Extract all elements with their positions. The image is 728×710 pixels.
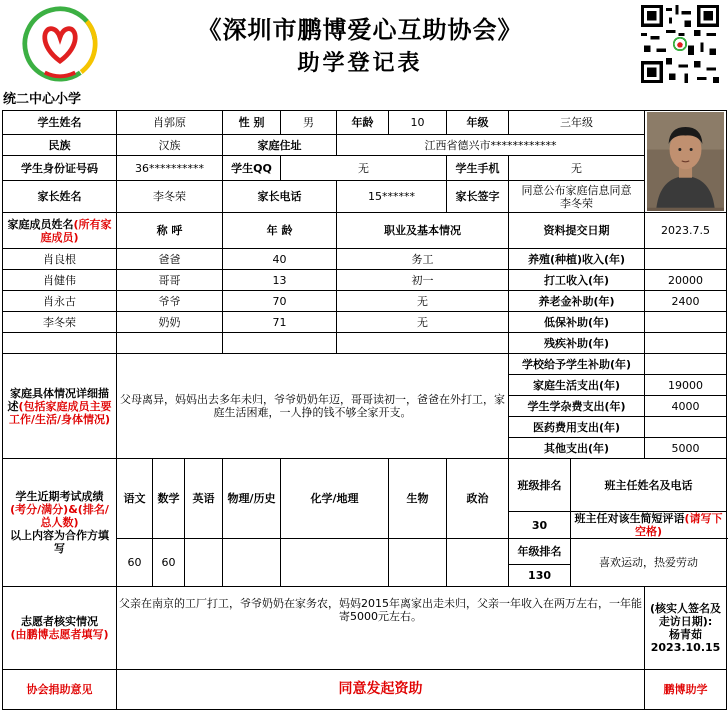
subject-physics-history: 物理/历史: [223, 459, 281, 539]
qr-code-icon: [640, 5, 720, 83]
member-name: 肖永古: [3, 291, 117, 312]
registration-form-table: [2, 110, 727, 710]
family-row: [3, 270, 727, 291]
grade-value: 三年级: [509, 111, 645, 135]
qq-label: 学生QQ: [223, 156, 281, 181]
member-title: 爷爷: [117, 291, 223, 312]
family-member-header-text: 家庭成员姓名: [7, 217, 74, 231]
score-physics-history: [223, 539, 281, 587]
subject-politics: 政治: [447, 459, 509, 539]
volunteer-label-note: (由鹏博志愿者填写): [10, 628, 109, 641]
finance-value: [645, 333, 727, 354]
subject-chemistry-geography: 化学/地理: [281, 459, 389, 539]
finance-label: 家庭生活支出(年): [509, 375, 645, 396]
consent-name: 李冬荣: [560, 196, 594, 210]
phone-label: 学生手机: [447, 156, 509, 181]
id-label: 学生身份证号码: [3, 156, 117, 181]
family-age-header: 年 龄: [223, 213, 337, 249]
verify-date: 2023.10.15: [650, 641, 721, 654]
member-title: 奶奶: [117, 312, 223, 333]
finance-label: 养老金补助(年): [509, 291, 645, 312]
score-politics: [447, 539, 509, 587]
finance-label: 低保补助(年): [509, 312, 645, 333]
member-job: 务工: [337, 249, 509, 270]
subject-english: 英语: [185, 459, 223, 539]
finance-value: 20000: [645, 270, 727, 291]
situation-row: [3, 354, 727, 375]
comment-label-text: 班主任对该生简短评语: [574, 512, 685, 525]
family-header-row: [3, 213, 727, 249]
opinion-value: 同意发起资助: [117, 670, 645, 710]
address-value: 江西省德兴市************: [337, 135, 645, 156]
scores-label-note: (考分/满分)&(排名/总人数): [10, 503, 109, 529]
phone-value: 无: [509, 156, 645, 181]
finance-label: 学生学杂费支出(年): [509, 396, 645, 417]
family-row-empty: [3, 333, 727, 354]
form-header: [0, 0, 728, 90]
ethnicity-value: 汉族: [117, 135, 223, 156]
student-row-4: [3, 181, 727, 213]
member-name-empty: [3, 333, 117, 354]
opinion-label: 协会捐助意见: [3, 670, 117, 710]
consent-text: 同意公布家庭信息同意: [521, 183, 632, 197]
comment-label-note: (请写下空格): [635, 512, 723, 538]
family-job-header: 职业及基本情况: [337, 213, 509, 249]
family-title-header: 称 呼: [117, 213, 223, 249]
finance-value: [645, 354, 727, 375]
member-job: 无: [337, 291, 509, 312]
org-name: 鹏博助学: [645, 670, 727, 710]
association-logo-icon: [22, 6, 98, 82]
subject-biology: 生物: [389, 459, 447, 539]
finance-label: 养殖(种植)收入(年): [509, 249, 645, 270]
finance-value: 19000: [645, 375, 727, 396]
verifier-label: (核实人签名及走访日期):: [650, 602, 722, 628]
member-title-empty: [117, 333, 223, 354]
volunteer-row: [3, 587, 727, 670]
address-label: 家庭住址: [223, 135, 337, 156]
grade-rank-value: 130: [509, 565, 571, 587]
verifier-name: 杨青茹: [669, 628, 703, 641]
id-value: 36**********: [117, 156, 223, 181]
student-row-2: [3, 135, 727, 156]
class-rank-value: 30: [509, 512, 571, 539]
ethnicity-label: 民族: [3, 135, 117, 156]
subject-math: 数学: [153, 459, 185, 539]
parent-phone-label: 家长电话: [223, 181, 337, 213]
student-name: 肖郭原: [117, 111, 223, 135]
member-age: 40: [223, 249, 337, 270]
member-name: 肖健伟: [3, 270, 117, 291]
age-label: 年龄: [337, 111, 389, 135]
parent-value: 李冬荣: [117, 181, 223, 213]
gender-label: 性 别: [223, 111, 281, 135]
finance-label: 学校给予学生补助(年): [509, 354, 645, 375]
member-job: 初一: [337, 270, 509, 291]
teacher-comment: 喜欢运动，热爱劳动: [571, 539, 727, 587]
member-age: 13: [223, 270, 337, 291]
scores-label-partner: 以上内容为合作方填写: [10, 529, 109, 555]
scores-label: [3, 459, 117, 587]
finance-value: [645, 417, 727, 438]
score-chinese: 60: [117, 539, 153, 587]
member-age: 71: [223, 312, 337, 333]
finance-value: [645, 249, 727, 270]
score-chemistry-geography: [281, 539, 389, 587]
member-title: 爸爸: [117, 249, 223, 270]
situation-label-text: 家庭具体情况详细描述: [7, 386, 109, 413]
grade-label: 年级: [447, 111, 509, 135]
finance-label: 医药费用支出(年): [509, 417, 645, 438]
student-name-label: 学生姓名: [3, 111, 117, 135]
volunteer-label: [3, 587, 117, 670]
subject-chinese: 语文: [117, 459, 153, 539]
member-name: 李冬荣: [3, 312, 117, 333]
family-row: [3, 249, 727, 270]
finance-label: 其他支出(年): [509, 438, 645, 459]
family-row: [3, 291, 727, 312]
student-row-3: [3, 156, 727, 181]
student-photo-image: [647, 112, 724, 211]
finance-label: 残疾补助(年): [509, 333, 645, 354]
score-biology: [389, 539, 447, 587]
family-member-header-note: (所有家庭成员): [40, 217, 112, 244]
comment-label: [571, 512, 727, 539]
parent-phone-value: 15******: [337, 181, 447, 213]
form-subtitle: 助学登记表: [297, 50, 423, 76]
member-age: 70: [223, 291, 337, 312]
finance-value: [645, 312, 727, 333]
member-name: 肖良根: [3, 249, 117, 270]
gender-value: 男: [281, 111, 337, 135]
member-job: 无: [337, 312, 509, 333]
finance-value: 4000: [645, 396, 727, 417]
class-rank-label: 班级排名: [509, 459, 571, 512]
member-title: 哥哥: [117, 270, 223, 291]
situation-label: [3, 354, 117, 459]
student-photo: [645, 111, 727, 213]
member-job-empty: [337, 333, 509, 354]
school-name: 统二中心小学: [3, 92, 82, 107]
volunteer-label-text: 志愿者核实情况: [21, 615, 98, 628]
family-row: [3, 312, 727, 333]
finance-label: 打工收入(年): [509, 270, 645, 291]
score-math: 60: [153, 539, 185, 587]
parent-label: 家长姓名: [3, 181, 117, 213]
grade-rank-label: 年级排名: [509, 539, 571, 565]
family-member-header: [3, 213, 117, 249]
teacher-label: 班主任姓名及电话: [571, 459, 727, 512]
qq-value: 无: [281, 156, 447, 181]
situation-text: 父母离异，妈妈出去多年未归，爷爷奶奶年迈，哥哥读初一，爸爸在外打工，家庭生活困难，一人挣的钱不够全家开支。: [117, 354, 509, 459]
scores-row-1: [3, 459, 727, 512]
parent-sign-label: 家长签字: [447, 181, 509, 213]
form-title: 《深圳市鹏博爱心互助协会》: [197, 15, 523, 44]
parent-consent: [509, 181, 645, 213]
scores-label-text: 学生近期考试成绩: [15, 490, 104, 503]
verifier-info: [645, 587, 727, 670]
submit-date-label: 资料提交日期: [509, 213, 645, 249]
situation-label-note: (包括家庭成员主要工作/生活/身体情况): [8, 399, 112, 426]
score-english: [185, 539, 223, 587]
age-value: 10: [389, 111, 447, 135]
student-row-1: [3, 111, 727, 135]
submit-date-value: 2023.7.5: [645, 213, 727, 249]
finance-value: 5000: [645, 438, 727, 459]
footer-row: [3, 670, 727, 710]
volunteer-text: 父亲在南京的工厂打工，爷爷奶奶在家务农，妈妈2015年离家出走未归，父亲一年收入在两万左右，一年能寄5000元左右。: [117, 587, 645, 670]
finance-value: 2400: [645, 291, 727, 312]
member-age-empty: [223, 333, 337, 354]
